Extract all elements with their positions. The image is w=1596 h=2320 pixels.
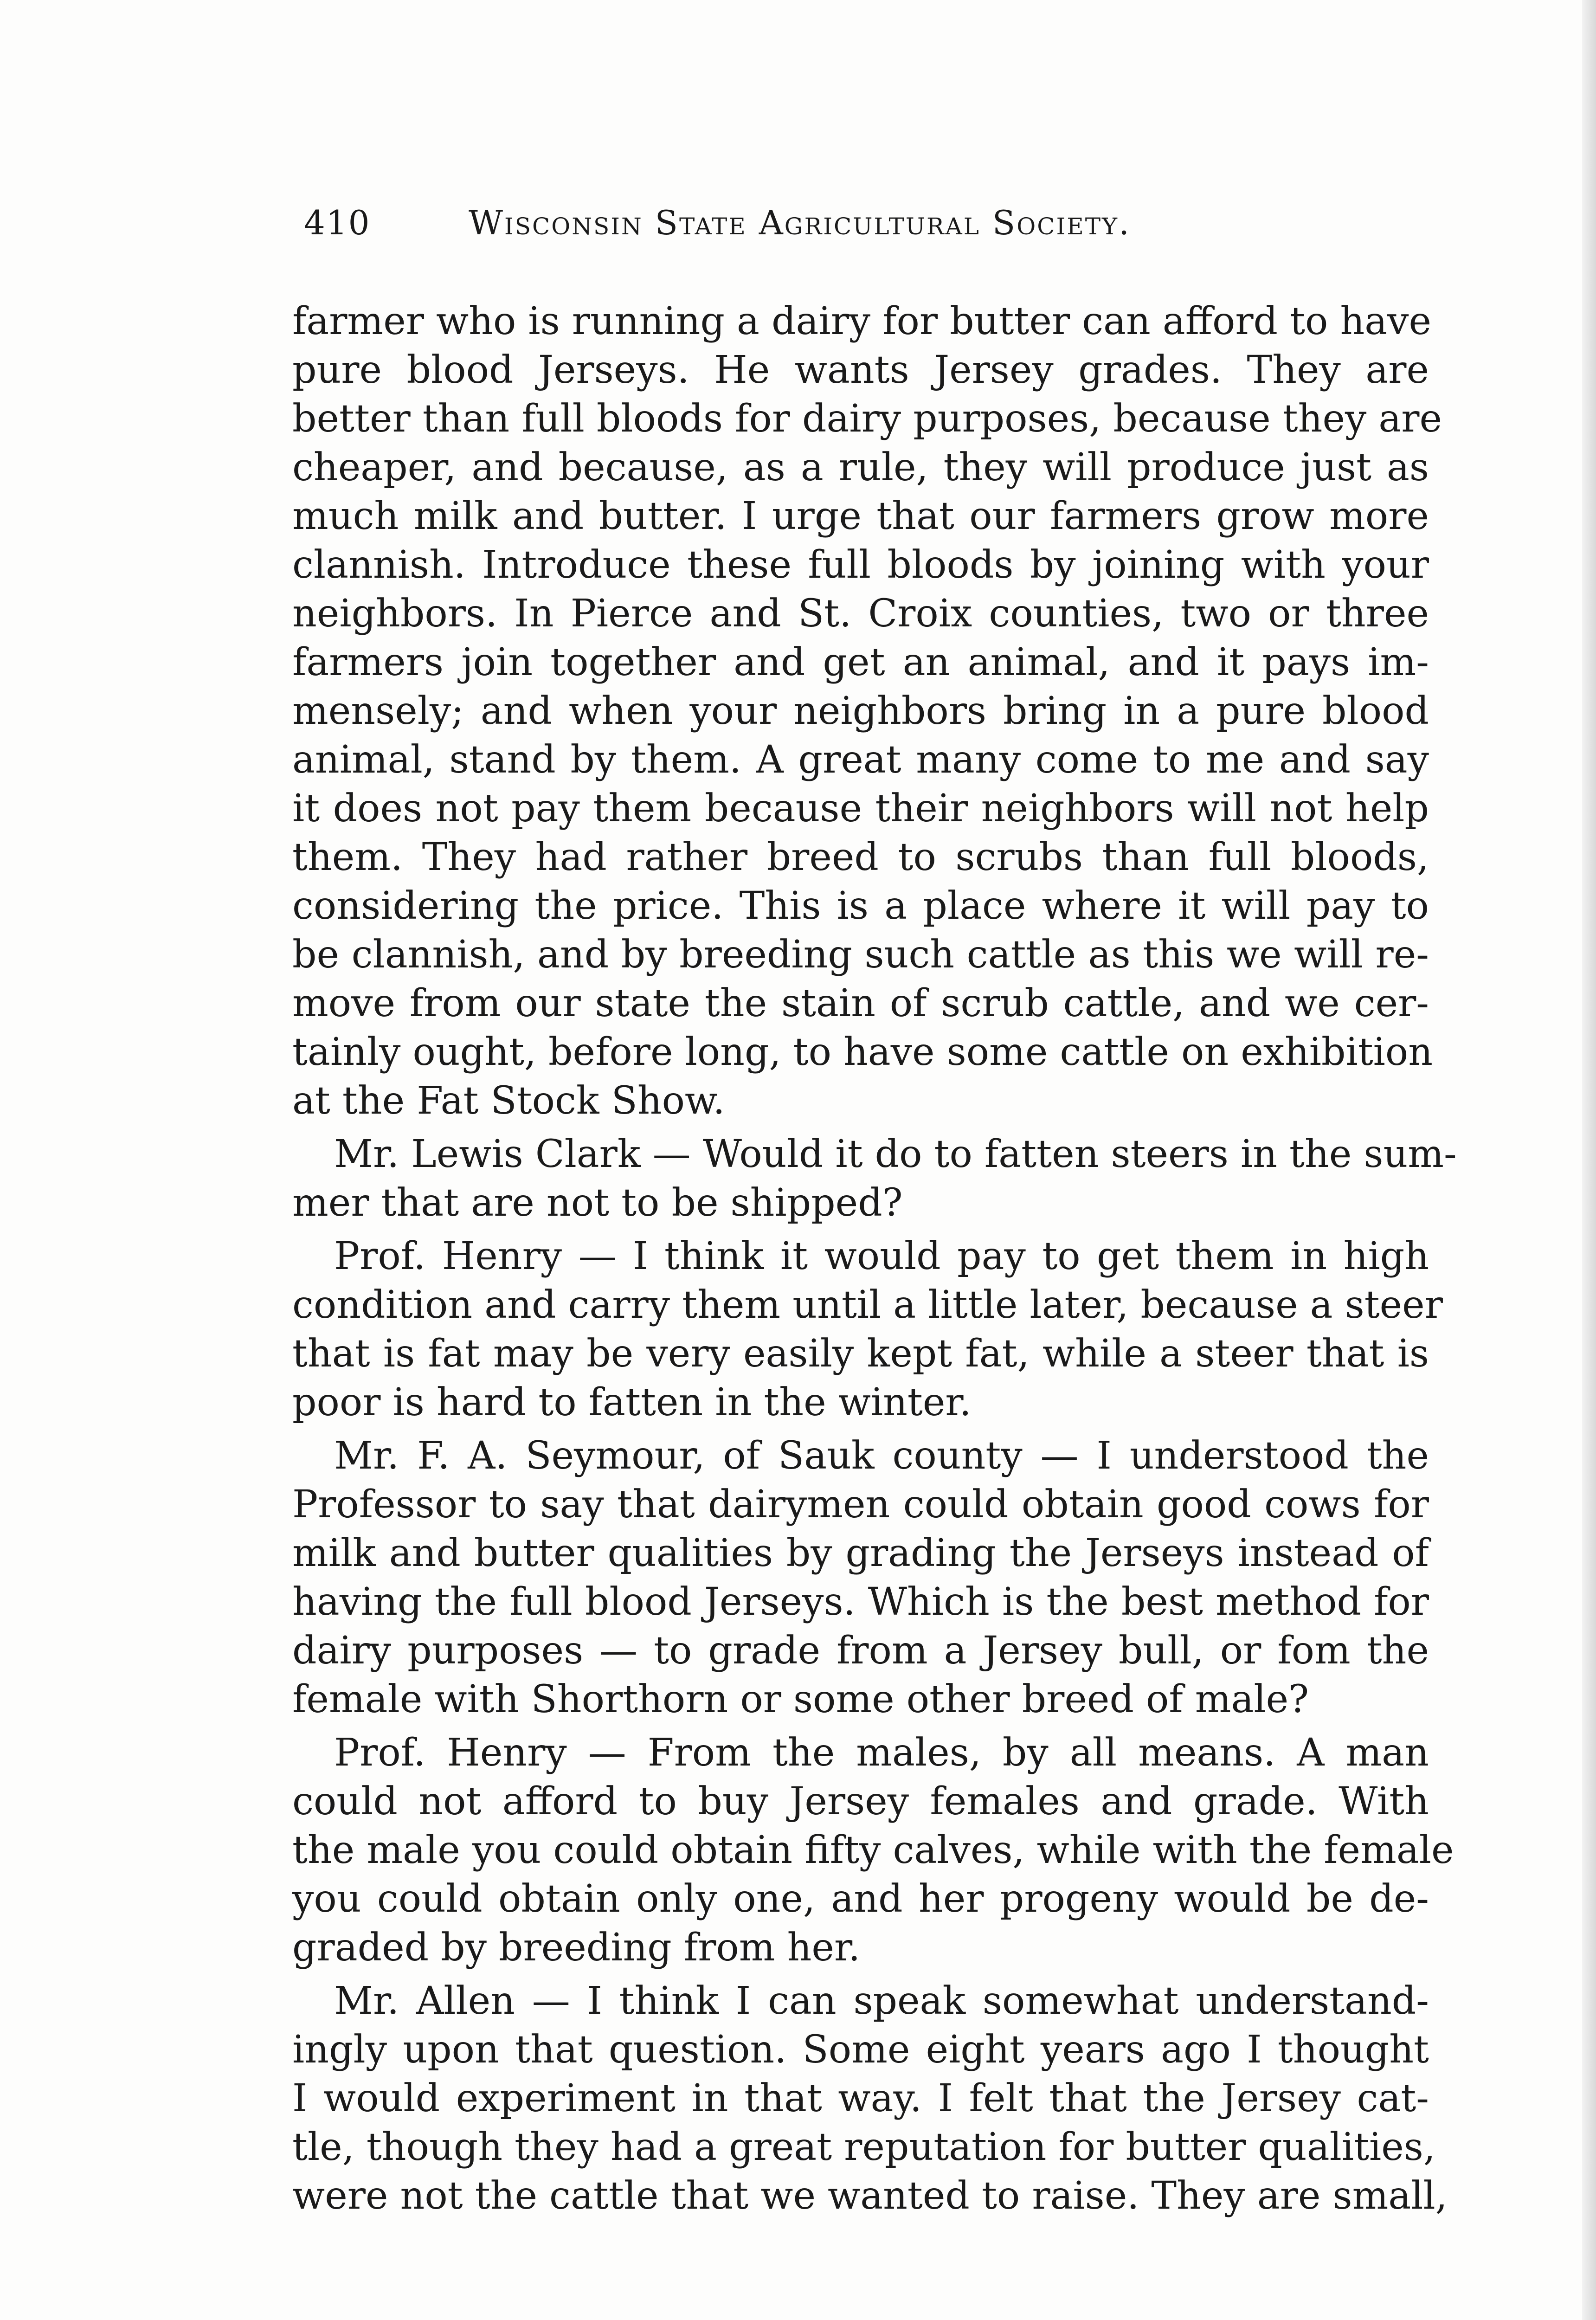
text-line: having the full blood Jerseys. Which is the best method for (292, 1580, 1429, 1624)
text-line: tainly ought, before long, to have some cattle on exhibition (292, 1030, 1433, 1074)
text-line: Prof. Henry — From the males, by all means. A man (334, 1731, 1429, 1775)
text-line: clannish. Introduce these full bloods by joining with your (292, 543, 1429, 587)
page-number: 410 (304, 203, 371, 242)
text-line: mensely; and when your neighbors bring in a pure blood (292, 689, 1429, 733)
paragraph-gap (292, 1227, 1429, 1232)
text-line: Mr. Lewis Clark — Would it do to fatten steers in the sum- (334, 1132, 1457, 1176)
text-line: ingly upon that question. Some eight years ago I thought (292, 2028, 1429, 2072)
text-line: Mr. Allen — I think I can speak somewhat understand- (334, 1979, 1429, 2023)
page-header (304, 194, 1427, 259)
text-line: that is fat may be very easily kept fat, while a steer that is (292, 1332, 1429, 1376)
text-line: pure blood Jerseys. He wants Jersey grades. They are (292, 348, 1429, 392)
text-line: the male you could obtain fifty calves, while with the female (292, 1828, 1454, 1872)
text-line: farmer who is running a dairy for butter can afford to have (292, 299, 1432, 343)
text-line: farmers join together and get an animal, and it pays im- (292, 640, 1429, 684)
text-line: condition and carry them until a little later, because a steer (292, 1283, 1443, 1327)
text-line: cheaper, and because, as a rule, they will produce just as (292, 445, 1429, 490)
text-line: I would experiment in that way. I felt that the Jersey cat- (292, 2076, 1429, 2120)
text-line: female with Shorthorn or some other breed of male? (292, 1677, 1309, 1721)
paragraph-gap (292, 1427, 1429, 1431)
text-line: at the Fat Stock Show. (292, 1079, 725, 1123)
text-line: animal, stand by them. A great many come to me and say (292, 738, 1429, 782)
text-line: mer that are not to be shipped? (292, 1181, 903, 1225)
text-line: be clannish, and by breeding such cattle as this we will re- (292, 933, 1429, 977)
text-line: milk and butter qualities by grading the Jerseys instead of (292, 1531, 1429, 1575)
paragraph-gap (292, 1125, 1429, 1130)
text-line: could not afford to buy Jersey females and grade. With (292, 1779, 1429, 1824)
text-line: Mr. F. A. Seymour, of Sauk county — I understood the (334, 1434, 1429, 1478)
text-line: much milk and butter. I urge that our farmers grow more (292, 494, 1429, 538)
text-line: tle, though they had a great reputation for butter qualities, (292, 2125, 1435, 2169)
paragraph-gap (292, 1972, 1429, 1977)
text-line: you could obtain only one, and her progeny would be de- (292, 1877, 1429, 1921)
text-line: Prof. Henry — I think it would pay to get them in high (334, 1234, 1429, 1278)
text-line: them. They had rather breed to scrubs than full bloods, (292, 835, 1429, 879)
text-line: considering the price. This is a place where it will pay to (292, 884, 1429, 928)
body-text (292, 297, 1457, 2220)
text-line: better than full bloods for dairy purposes, because they are (292, 397, 1442, 441)
paragraph-gap (292, 1724, 1429, 1728)
running-head: Wisconsin State Agricultural Society. (469, 203, 1131, 242)
text-line: were not the cattle that we wanted to raise. They are small, (292, 2174, 1448, 2218)
text-line: neighbors. In Pierce and St. Croix counties, two or three (292, 592, 1429, 636)
text-line: move from our state the stain of scrub cattle, and we cer- (292, 981, 1429, 1025)
text-line: graded by breeding from her. (292, 1926, 861, 1970)
text-line: poor is hard to fatten in the winter. (292, 1380, 972, 1424)
page-edge-shadow (1582, 0, 1596, 2320)
text-line: Professor to say that dairymen could obtain good cows for (292, 1482, 1429, 1527)
text-line: it does not pay them because their neighbors will not help (292, 786, 1429, 831)
text-line: dairy purposes — to grade from a Jersey bull, or fom the (292, 1629, 1429, 1673)
